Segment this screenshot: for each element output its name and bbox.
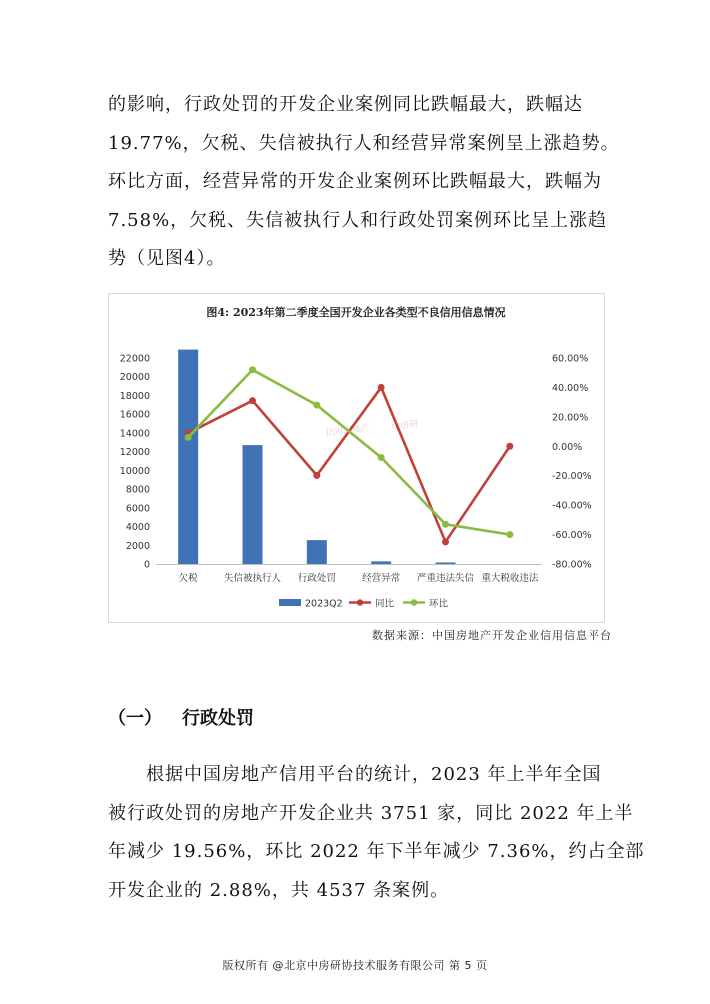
right-axis-tick-label: -40.00% (552, 500, 592, 512)
section-heading (108, 704, 254, 730)
left-axis-tick-label: 10000 (119, 465, 150, 477)
paragraph-bottom (108, 756, 645, 910)
paragraph-line: 根据中国房地产信用平台的统计，2023 年上半年全国 (146, 764, 602, 785)
section-title: 行政处罚 (182, 708, 254, 729)
right-axis-tick-label: -20.00% (552, 471, 592, 483)
legend-label: 2023Q2 (305, 598, 343, 610)
bar-mark (307, 540, 327, 564)
line-point (506, 531, 513, 538)
paragraph-line: 的影响，行政处罚的开发企业案例同比跌幅最大，跌幅达 (108, 94, 583, 115)
category-label: 严重违法失信 (416, 573, 475, 584)
category-label: 重大税收违法 (481, 573, 539, 584)
section-number: （一） (108, 708, 162, 729)
legend-marker (357, 599, 363, 605)
line-point (378, 384, 385, 391)
legend-swatch (279, 599, 301, 606)
chart-title: 图4: 2023年第二季度全国开发企业各类型不良信用信息情况 (206, 306, 506, 319)
category-label: 失信被执行人 (223, 573, 282, 584)
line-point (313, 472, 320, 479)
paragraph-line: 7.58%，欠税、失信被执行人和行政处罚案例环比呈上涨趋 (108, 209, 608, 231)
category-label: 经营异常 (362, 573, 401, 584)
left-axis-tick-label: 2000 (125, 540, 150, 552)
bar-mark (243, 445, 263, 564)
legend-label: 环比 (429, 598, 449, 610)
left-axis-tick-label: 16000 (119, 409, 150, 421)
line-point (185, 434, 192, 441)
line-point (249, 397, 256, 404)
paragraph-line: 势（见图4）。 (108, 248, 226, 269)
paragraph-line: 19.77%，欠税、失信被执行人和经营异常案例呈上涨趋势。 (108, 132, 620, 154)
watermark-text: 中房研 (391, 419, 420, 433)
left-axis-tick-label: 8000 (125, 484, 150, 496)
left-axis-tick-label: 6000 (125, 503, 150, 515)
right-axis-tick-label: 20.00% (552, 412, 589, 424)
line-point (249, 366, 256, 373)
right-axis-tick-label: -60.00% (552, 530, 592, 542)
line-point (313, 402, 320, 409)
bar-mark (371, 561, 391, 564)
source-note: 数据来源：中国房地产开发企业信用信息平台 (372, 629, 612, 642)
left-axis-tick-label: 12000 (119, 447, 150, 459)
paragraph-line: 年减少 19.56%，环比 2022 年下半年减少 7.36%，约占全部 (108, 841, 645, 862)
line-point (442, 538, 449, 545)
right-axis-tick-label: 60.00% (552, 353, 589, 365)
legend-label: 同比 (375, 598, 395, 610)
line-point (442, 521, 449, 528)
line-point (378, 454, 385, 461)
watermark-text: 信用房地产 (325, 422, 371, 439)
series-line (188, 370, 510, 535)
left-axis-tick-label: 20000 (119, 372, 150, 384)
paragraph-line: 开发企业的 2.88%，共 4537 条案例。 (108, 879, 450, 901)
category-label: 欠税 (178, 573, 198, 584)
line-point (506, 443, 513, 450)
right-axis-tick-label: 0.00% (552, 441, 583, 453)
chart-svg (109, 294, 604, 622)
right-axis-tick-label: -80.00% (552, 559, 592, 571)
series-line (188, 387, 510, 542)
bar-mark (436, 563, 456, 565)
left-axis-tick-label: 0 (143, 559, 150, 571)
category-label: 行政处罚 (297, 573, 336, 584)
legend-marker (411, 599, 417, 605)
paragraph-line: 被行政处罚的房地产开发企业共 3751 家，同比 2022 年上半 (108, 802, 634, 824)
paragraph-top (108, 86, 620, 279)
chart-figure (108, 293, 605, 623)
bar-mark (178, 350, 198, 564)
left-axis-tick-label: 22000 (119, 353, 150, 365)
paragraph-line: 环比方面，经营异常的开发企业案例环比跌幅最大，跌幅为 (108, 171, 602, 192)
left-axis-tick-label: 18000 (119, 390, 150, 402)
left-axis-tick-label: 4000 (125, 522, 150, 534)
right-axis-tick-label: 40.00% (552, 382, 589, 394)
page-footer: 版权所有 @北京中房研协技术服务有限公司 第 5 页 (222, 959, 488, 972)
left-axis-tick-label: 14000 (119, 428, 150, 440)
